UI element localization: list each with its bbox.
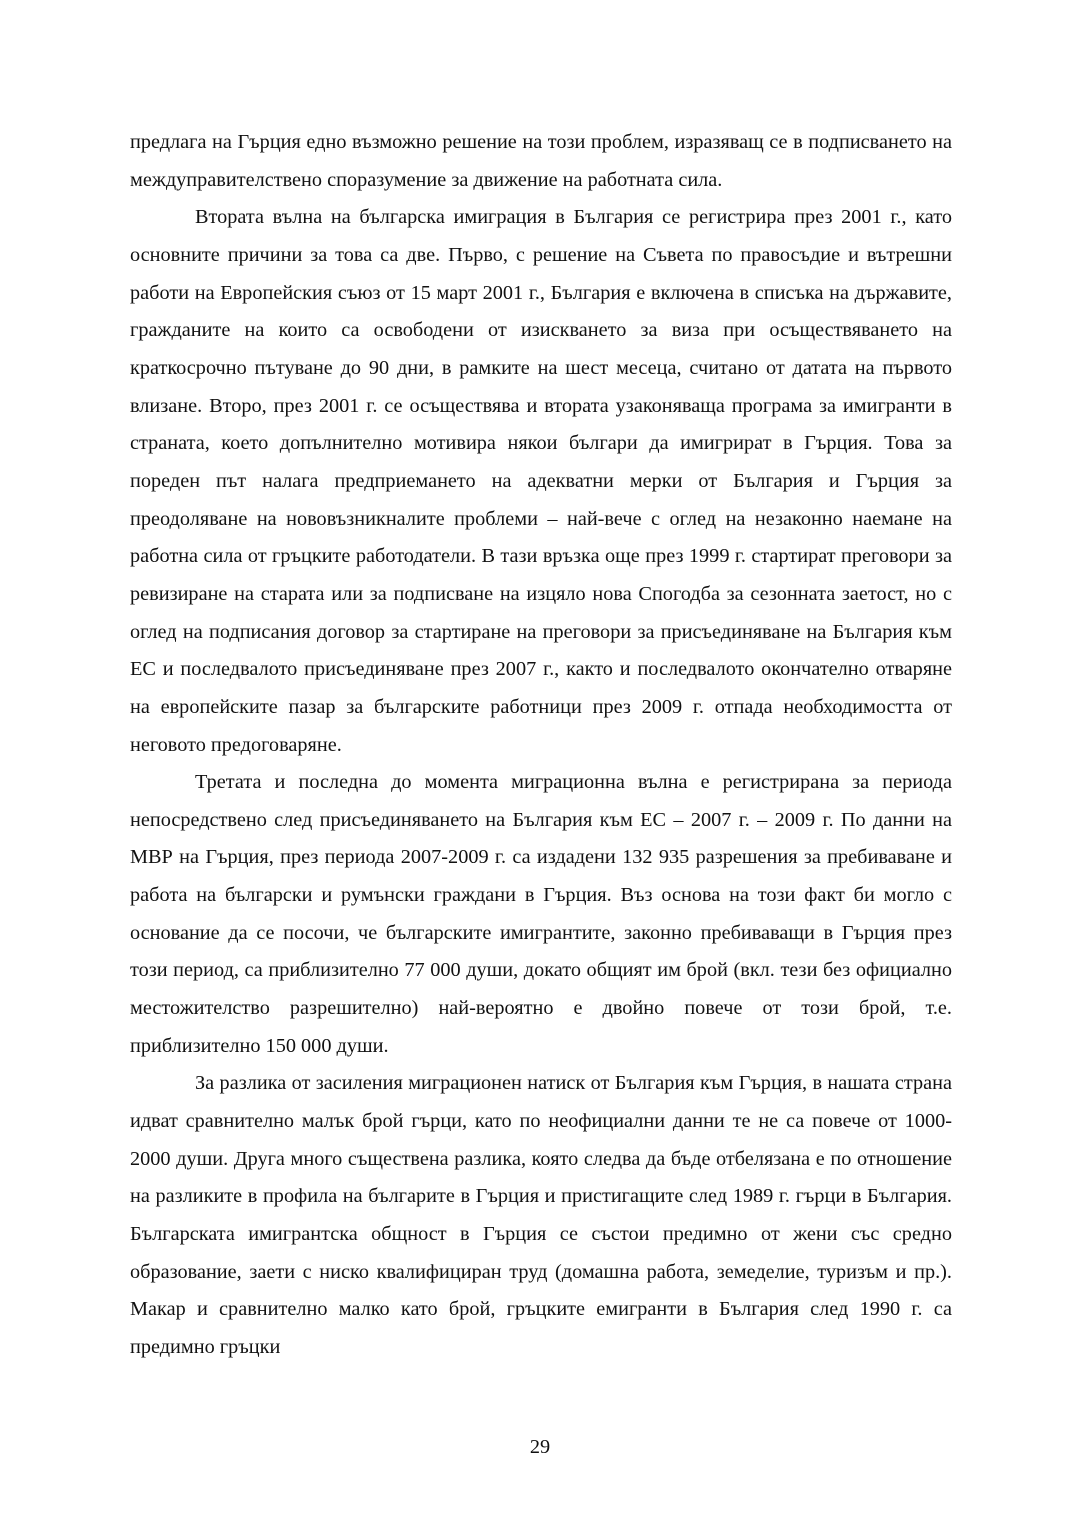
paragraph-third-wave: Третата и последна до момента миграционна вълна е регистрирана за периода непосредствено след присъединяването на България към ЕС – 2007 г. – 2009 г. По данни на МВР на Гърция, през периода 2007-2009 г. са издадени 132 935 разрешения за пребиваване и работа на български и румънски граждани в Гърция. Въз основа на този факт би могло с основание да се посочи, че българските имигрантите, законно пребиваващи в Гърция през този период, са приблизително 77 000 души, докато общият им брой (вкл. тези без официално местожителство разрешително) най-вероятно е двойно повече от този брой, т.е. приблизително 150 000 души. bbox=[130, 771, 952, 1057]
paragraph-continued: предлага на Гърция едно възможно решение на този проблем, изразяващ се в подписването на междуправителствено споразумение за движение на работната сила. bbox=[130, 131, 952, 191]
page-number: 29 bbox=[529, 1436, 551, 1458]
paragraph-greek-migrants: За разлика от засиления миграционен натиск от България към Гърция, в нашата страна идват сравнително малък брой гърци, като по неофициални данни те не са повече от 1000-2000 души. Друга много съществена разлика, която следва да бъде отбелязана е по отношение на разликите в профила на българите в Гърция и пристигащите след 1989 г. гърци в България. Българската имигрантска общност в Гърция се състои предимно от жени със средно образование, заети с ниско квалифициран труд (домашна работа, земеделие, туризъм и пр.). Макар и сравнително малко като брой, гръцките емигранти в България след 1990 г. са предимно гръцки bbox=[130, 1072, 952, 1358]
paragraph-second-wave: Втората вълна на българска имиграция в България се регистрира през 2001 г., като основните причини за това са две. Първо, с решение на Съвета по правосъдие и вътрешни работи на Европейския съюз от 15 март 2001 г., България е включена в списъка на държавите, гражданите на които са освободени от изискването за виза при осъществяването на краткосрочно пътуване до 90 дни, в рамките на шест месеца, считано от датата на първото влизане. Второ, през 2001 г. се осъществява и втората узаконяваща програма за имигранти в страната, което допълнително мотивира някои българи да имигрират в Гърция. Това за пореден път налага предприемането на адекватни мерки от България и Гърция за преодоляване на нововъзникналите проблеми – най-вече с оглед на незаконно наемане на работна сила от гръцките работодатели. В тази връзка още през 1999 г. стартират преговори за ревизиране на старата или за подписване на изцяло нова Спогодба за сезонната заетост, но с оглед на подписания договор за стартиране на преговори за присъединяване на България към ЕС и последвалото присъединяване през 2007 г., както и последвалото окончателно отваряне на европейските пазар за българските работници през 2009 г. отпада необходимостта от неговото предоговаряне. bbox=[130, 206, 952, 756]
body-text bbox=[130, 124, 952, 1367]
